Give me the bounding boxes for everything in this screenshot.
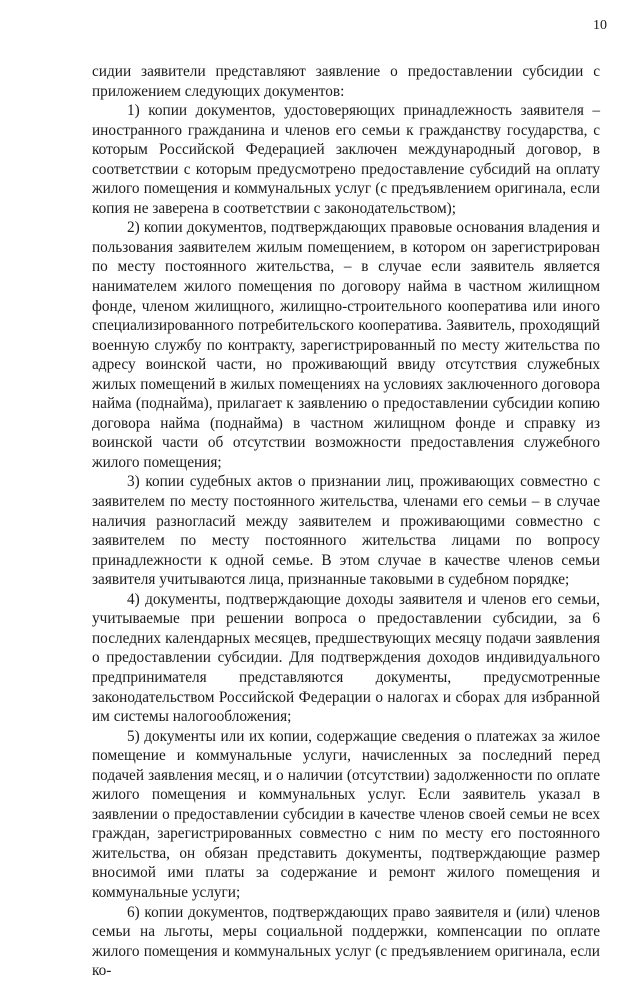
paragraph-intro: сидии заявители представляют заявление о предоставлении субсидии с приложением следующих документов: xyxy=(92,63,600,100)
document-body xyxy=(92,62,600,981)
paragraph-item-4: 4) документы, подтверждающие доходы заявителя и членов его семьи, учитываемые при решении вопроса о предоставлении субсидии, за 6 последних календарных месяцев, предшествующих месяцу подачи заявления о предоставлении субсидии. Для подтверждения доходов индивидуального предпринимателя представляются документы, предусмотренные законодательством Российской Федерации о налогах и сборах для избранной им системы налогообложения; xyxy=(92,590,600,726)
paragraph-item-1: 1) копии документов, удостоверяющих принадлежность заявителя – иностранного гражданина и членов его семьи к гражданству государства, с которым Российской Федерацией заключен международный договор, в соответствии с которым предусмотрено предоставление субсидий на оплату жилого помещения и коммунальных услуг (с предъявлением оригинала, если копия не заверена в соответствии с законодательством); xyxy=(92,102,600,217)
paragraph-item-3: 3) копии судебных актов о признании лиц, проживающих совместно с заявителем по месту постоянного жительства, членами его семьи – в случае наличия разногласий между заявителем и проживающими совместно с заявителем по месту постоянного жительства лицами по вопросу принадлежности к одной семье. В этом случае в качестве членов семьи заявителя учитываются лица, признанные таковыми в судебном порядке; xyxy=(92,473,600,589)
paragraph-item-6: 6) копии документов, подтверждающих право заявителя и (или) членов семьи на льготы, меры социальной поддержки, компенсации по оплате жилого помещения и коммунальных услуг (с предъявлением оригинала, если ко- xyxy=(92,903,600,980)
paragraph-item-5: 5) документы или их копии, содержащие сведения о платежах за жилое помещение и коммунальные услуги, начисленных за последний перед подачей заявления месяц, и о наличии (отсутствии) задолженности по оплате жилого помещения и коммунальных услуг. Если заявитель указал в заявлении о предоставлении субсидии в качестве членов своей семьи не всех граждан, зарегистрированных совместно с ним по месту его постоянного жительства, он обязан представить документы, подтверждающие размер вносимой ими платы за содержание и ремонт жилого помещения и коммунальные услуги; xyxy=(92,727,600,901)
paragraph-item-2: 2) копии документов, подтверждающих правовые основания владения и пользования заявителем жилым помещением, в котором он зарегистрирован по месту постоянного жительства, – в случае если заявитель является нанимателем жилого помещения по договору найма в частном жилищном фонде, членом жилищного, жилищно-строительного кооператива или иного специализированного потребительского кооператива. Заявитель, проходящий военную службу по контракту, зарегистрированный по месту жительства по адресу воинской части, но проживающий ввиду отсутствия служебных жилых помещений в жилых помещениях на условиях заключенного договора найма (поднайма), прилагает к заявлению о предоставлении субсидии копию договора найма (поднайма) в частном жилищном фонде и справку из воинской части об отсутствии возможности предоставления служебного жилого помещения; xyxy=(92,219,600,471)
page-number: 10 xyxy=(593,18,607,33)
